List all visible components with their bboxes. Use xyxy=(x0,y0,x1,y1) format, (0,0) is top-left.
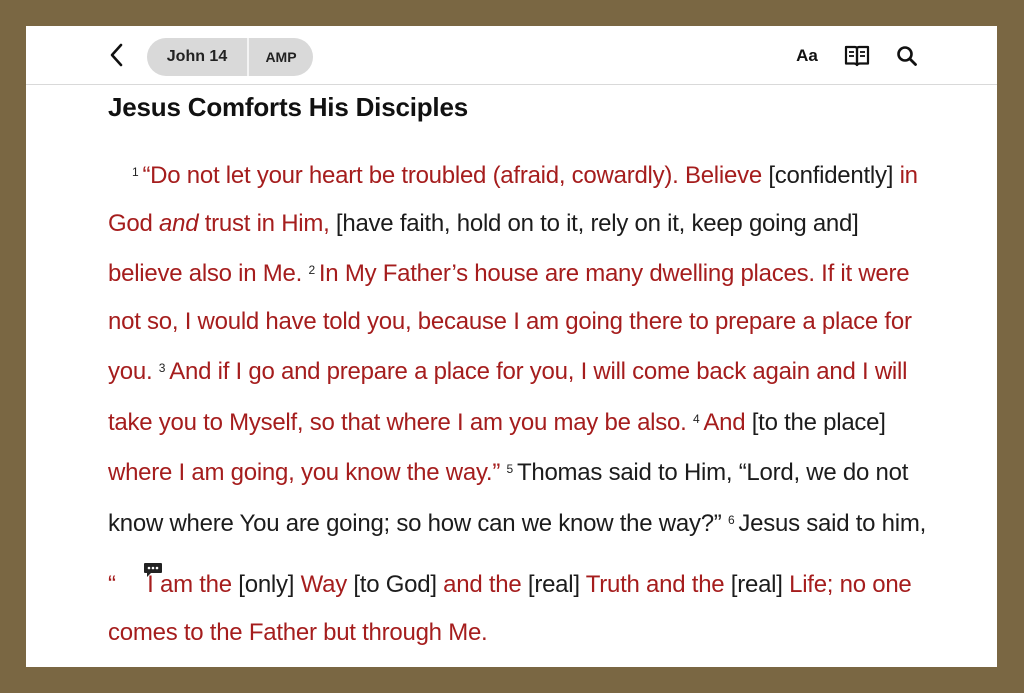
verse-text[interactable]: I am the xyxy=(147,571,232,598)
verse-text[interactable]: Truth and the xyxy=(585,571,725,598)
verse-text[interactable]: “ xyxy=(108,571,116,598)
reference-selector xyxy=(147,38,313,76)
verse-text[interactable]: Thomas said to Him, “Lord, we do not know where You are going; so how can we know the way?” xyxy=(108,459,909,537)
chevron-left-icon[interactable] xyxy=(104,40,130,70)
verse-text[interactable]: [real] xyxy=(724,571,790,598)
verse-text[interactable]: Way xyxy=(300,571,347,598)
verse-text[interactable]: “Do not let your heart be troubled (afraid, cowardly). Believe xyxy=(142,162,762,189)
verse-text-italic[interactable]: and xyxy=(159,209,199,237)
verse-text[interactable]: [have faith, hold on to it, rely on it, keep going and] xyxy=(329,209,859,237)
verse-text[interactable]: in God xyxy=(108,162,918,237)
search-icon[interactable] xyxy=(894,42,920,70)
book-chapter-button[interactable]: John 14 xyxy=(166,48,228,65)
toolbar xyxy=(26,26,997,85)
verse-number[interactable]: 4 xyxy=(692,411,700,426)
scripture-passage xyxy=(108,149,938,656)
verse-text[interactable]: where I am going, you know the way.” xyxy=(108,459,501,486)
verse-text[interactable]: and the xyxy=(443,571,522,598)
verse-number[interactable]: 1 xyxy=(132,165,139,179)
verse-text[interactable]: Jesus said to him, xyxy=(738,509,926,537)
verse-text[interactable]: And if I go and prepare a place for you, I will come back again and I will take you to Myself, so that where I am you may be also. xyxy=(108,358,908,436)
verse-text[interactable]: And xyxy=(703,408,746,436)
verse-text[interactable]: believe also in Me. xyxy=(108,260,303,287)
verse-number[interactable]: 3 xyxy=(158,361,166,375)
verse-text[interactable]: [confidently] xyxy=(761,162,900,189)
reader-window xyxy=(26,26,997,667)
verse-text[interactable]: trust in Him, xyxy=(198,209,330,237)
verse-text[interactable]: Life; no one comes to the Father but through Me. xyxy=(108,571,912,646)
version-button[interactable]: AMP xyxy=(265,49,297,65)
verse-text[interactable]: [only] xyxy=(231,571,301,598)
font-settings-button[interactable]: Aa xyxy=(796,46,818,65)
verse-number[interactable]: 6 xyxy=(727,512,735,527)
parallel-book-icon[interactable] xyxy=(842,42,872,70)
verse-text[interactable]: In My Father’s house are many dwelling places. If it were not so, I would have told you, because I am going there to prepare a place for you. xyxy=(108,260,912,385)
verse-text[interactable]: [to God] xyxy=(346,571,444,598)
verse-text[interactable]: [to the place] xyxy=(745,408,886,436)
footnote-comment-icon[interactable] xyxy=(119,547,139,563)
verse-number[interactable]: 5 xyxy=(506,462,513,476)
section-heading: Jesus Comforts His Disciples xyxy=(108,92,468,122)
verse-text[interactable]: [real] xyxy=(521,571,586,598)
verse-number[interactable]: 2 xyxy=(308,263,315,277)
